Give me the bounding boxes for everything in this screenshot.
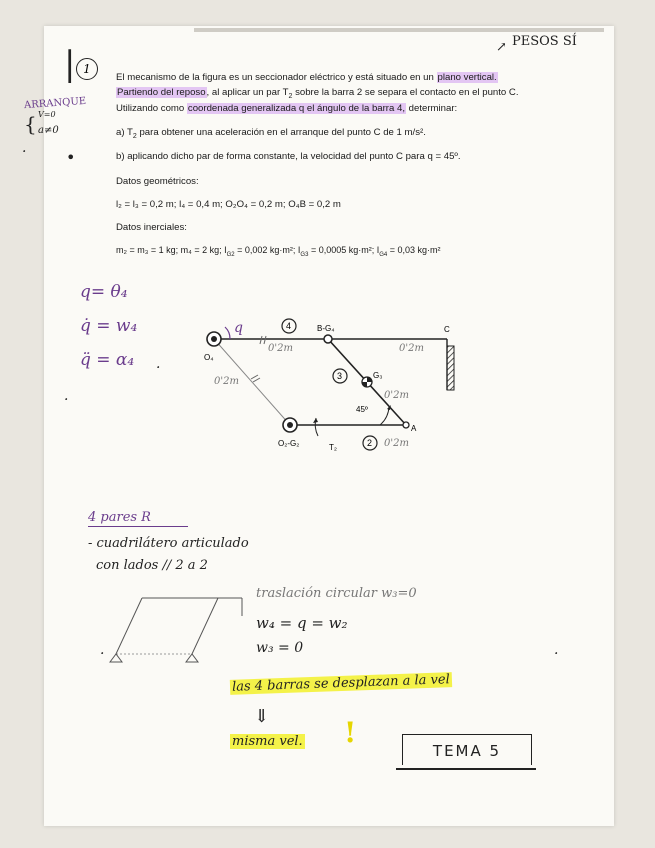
- label-o2g2: O₂-G₂: [278, 439, 300, 448]
- problem-number: 1: [83, 62, 91, 76]
- note-pares: 4 pares R: [88, 510, 151, 525]
- question-a: a) $T_2$ para obtener una aceleración en el arranque del punto C de 1 m/s².: [116, 127, 426, 140]
- geometric-data: l₂ = l₃ = 0,2 m; l₄ = 0,4 m; O₂O₄ = 0,2 m; O₄B = 0,2 m: [116, 199, 341, 210]
- label-45: 45º: [356, 405, 368, 414]
- bullet-dot-3: ·: [156, 360, 161, 376]
- geometric-data-title: Datos geométricos:: [116, 176, 199, 187]
- tema-underline: [396, 768, 536, 770]
- q-angle-arc: [225, 327, 230, 339]
- label-a: A: [411, 424, 417, 433]
- problem-number-slash: |: [64, 44, 76, 84]
- mechanism-figure: [44, 26, 614, 486]
- bar-4-number: 4: [286, 321, 292, 331]
- margin-v0: V=0: [38, 110, 56, 119]
- bullet-dot-6: ·: [554, 646, 559, 662]
- label-g3: G₃: [373, 371, 383, 380]
- note-hl-barras: las 4 barras se desplazan a la vel: [231, 672, 451, 695]
- note-cuadrilatero: - cuadrilátero articulado: [88, 536, 249, 551]
- label-t2: T₂: [329, 443, 337, 452]
- hand-02m-bar4: 0'2m: [268, 343, 293, 354]
- statement-line-3: Utilizando como coordenada generalizada q el ángulo de la barra 4, determinar:: [116, 103, 458, 114]
- margin-brace: {: [24, 112, 37, 136]
- hand-q-angle: q: [234, 320, 243, 336]
- yellow-exclamation: !: [344, 716, 357, 749]
- inertial-data: m₂ = m₃ = 1 kg; m₄ = 2 kg; $I_{G2} = 0,002$ kg·m²; $I_{G3} = 0,0005$ kg·m²; $I_{G4} = 0,03$ kg·m²: [116, 245, 441, 258]
- margin-a0: a≠0: [38, 125, 59, 136]
- document-page: [22, 26, 614, 826]
- margin-note-pesos: PESOS SÍ: [512, 34, 577, 49]
- label-c: C: [444, 325, 450, 334]
- ground-c: [447, 346, 454, 390]
- hand-02m-frame: 0'2m: [214, 376, 239, 387]
- pesos-arrow: ↗: [496, 40, 507, 55]
- note-qddot-a: q̈ = α₄: [80, 350, 135, 370]
- angle-45-arc: [380, 407, 389, 425]
- label-o4: O₄: [204, 353, 214, 362]
- hand-02m-bc: 0'2m: [399, 343, 424, 354]
- label-bg4: B-G₄: [317, 324, 335, 333]
- tema-box: TEMA 5: [402, 734, 532, 765]
- note-lados: con lados // 2 a 2: [96, 558, 208, 573]
- note-arrow-down: ⇓: [254, 706, 270, 727]
- margin-arranque: ARRANQUE: [23, 95, 87, 112]
- joint-b: [324, 335, 332, 343]
- note-w4-eq: w₄ = q = w₂: [256, 614, 348, 632]
- statement-line-1: El mecanismo de la figura es un seccionador eléctrico y está situado en un plano vertical.: [116, 72, 497, 83]
- bullet-dot-1: ·: [22, 144, 27, 160]
- parallelogram-sketch: [104, 576, 264, 676]
- question-b: b) aplicando dicho par de forma constante, la velocidad del punto C para q = 45º.: [116, 151, 461, 162]
- note-q-theta: q= θ₄: [80, 282, 128, 302]
- bullet-dot-5: ·: [100, 646, 105, 662]
- note-w3-eq: w₃ = 0: [256, 640, 304, 656]
- note-qdot-w: q̇ = w₄: [80, 316, 138, 336]
- bullet-dot-2: •: [66, 148, 76, 167]
- bar-2-number: 2: [367, 438, 373, 448]
- bullet-dot-4: ·: [64, 392, 69, 408]
- hand-02m-bar3: 0'2m: [384, 390, 409, 401]
- joint-a: [403, 422, 409, 428]
- note-traslacion: traslación circular w₃=0: [256, 586, 417, 601]
- note-misma-vel: misma vel.: [232, 734, 303, 749]
- hand-02m-bar2: 0'2m: [384, 438, 409, 449]
- inertial-data-title: Datos inerciales:: [116, 222, 187, 233]
- note-pares-underline: [88, 526, 188, 527]
- bar-3-number: 3: [337, 371, 343, 381]
- statement-line-2: Partiendo del reposo, al aplicar un par $T_2$ sobre la barra 2 se separa el contacto en el punto C.: [117, 87, 519, 100]
